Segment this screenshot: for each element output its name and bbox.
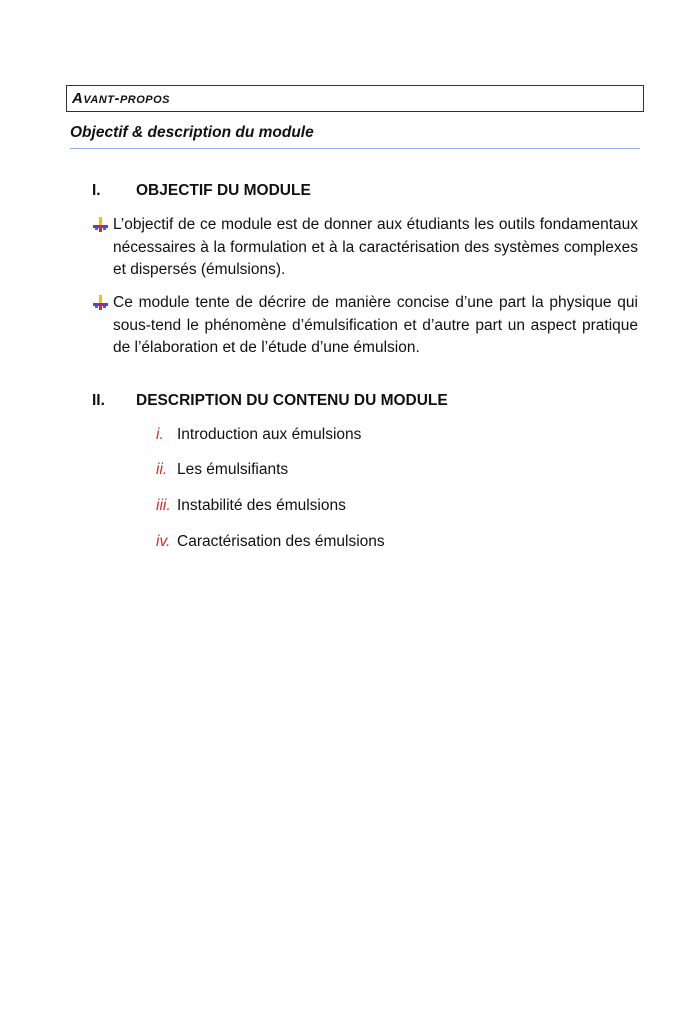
list-item-text: Instabilité des émulsions [177,497,346,514]
page-subtitle: Objectif & description du module [70,124,314,141]
section-number: II. [92,392,105,409]
section-heading-objectif [92,182,592,202]
bullet-text: Ce module tente de décrire de manière concise d’une part la physique qui sous-tend le phénomène d’émulsification et d’autre part un aspect pratique de l’élaboration et de l’étude d’une émulsion. [113,294,638,356]
bullet-item [93,214,639,284]
list-item-text: Caractérisation des émulsions [177,533,385,550]
bullet-text: L’objectif de ce module est de donner aux étudiants les outils fondamentaux nécessaires à la formulation et à la caractérisation des systèmes complexes et dispersés (émulsions). [113,216,638,278]
roman-numeral: iv. [156,533,171,550]
header-title: Avant-propos [72,90,171,107]
section-number: I. [92,182,101,199]
subtitle-underline [70,148,640,149]
section-title: OBJECTIF DU MODULE [136,182,311,199]
section-heading-description [92,392,592,412]
list-item-text: Les émulsifiants [177,461,289,478]
roman-numeral: iii. [156,497,171,514]
roman-numeral: i. [156,426,164,443]
pushpin-bullet-icon [93,217,108,232]
roman-numeral: ii. [156,461,168,478]
pushpin-bullet-icon [93,295,108,310]
list-item-text: Introduction aux émulsions [177,426,362,443]
bullet-item [93,292,639,362]
header-box [66,85,644,112]
section-title: DESCRIPTION DU CONTENU DU MODULE [136,392,448,409]
